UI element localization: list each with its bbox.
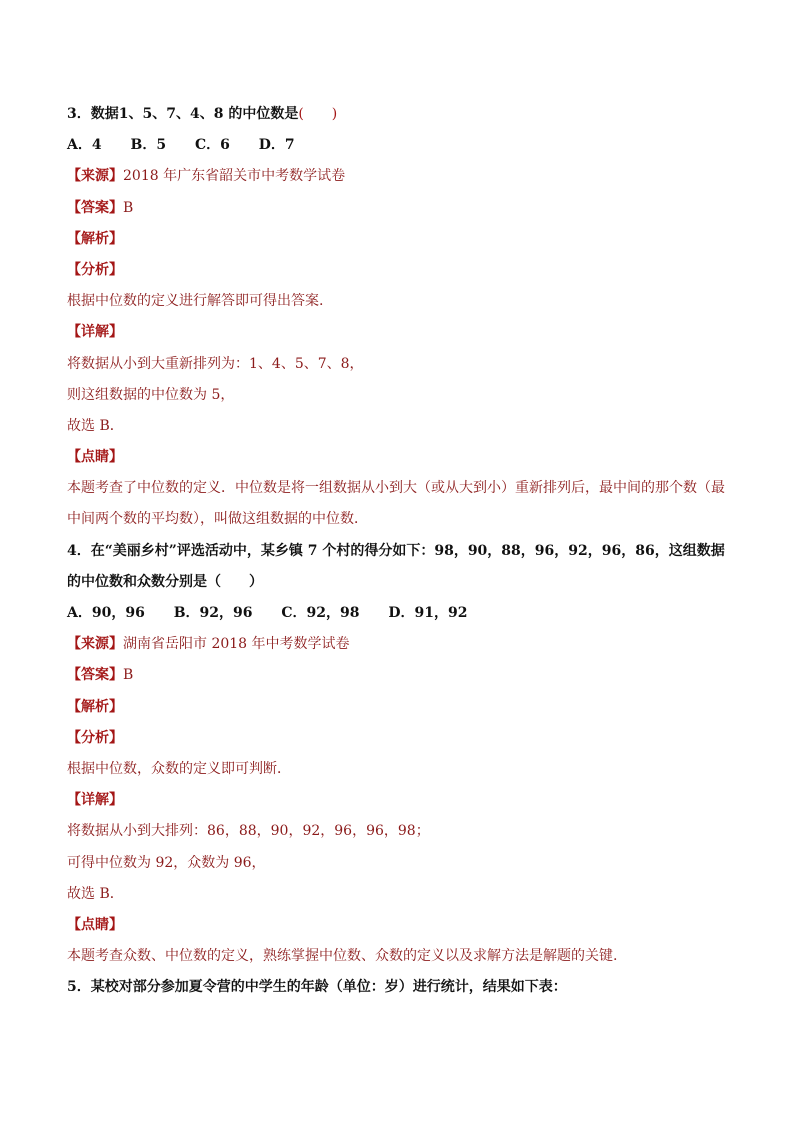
q3-fenxi-tag: 【分析】 [67, 261, 123, 278]
q4-stem: 4．在“美丽乡村”评选活动中，某乡镇 7 个村的得分如下：98，90，88，96，92，96，86，这组数据的中位数和众数分别是（ ） [67, 542, 725, 590]
q4-fenxi-tag: 【分析】 [67, 729, 123, 746]
q3-answer-tag: 【答案】 [67, 199, 123, 216]
q3-answer [67, 193, 737, 224]
q4-option-d: D．91，92 [388, 605, 468, 622]
q3-xiangjie-tag: 【详解】 [67, 324, 123, 341]
q3-paren: ( ) [298, 106, 338, 122]
q4-option-a: A．90，96 [67, 605, 145, 622]
q3-dianjing-tag: 【点睛】 [67, 449, 123, 466]
q3-source [67, 161, 737, 192]
q3-detail-2: 则这组数据的中位数为 5， [67, 386, 235, 403]
q4-fenxi [67, 723, 737, 754]
q3-analysis [67, 224, 737, 255]
q4-xiangjie [67, 785, 737, 816]
q4-source [67, 629, 737, 660]
q4-dianjing-tag: 【点睛】 [67, 916, 123, 933]
q3-source-tag: 【来源】 [67, 168, 123, 185]
q3-option-b: B．5 [130, 137, 167, 154]
q3-dianjing-text: 本题考查了中位数的定义．中位数是将一组数据从小到大（或从大到小）重新排列后，最中间的那个数（最中间两个数的平均数），叫做这组数据的中位数． [67, 480, 725, 528]
q4-xiangjie-tag: 【详解】 [67, 792, 123, 809]
q4-detail-1: 将数据从小到大排列：86，88，90，92，96，96，98； [67, 823, 430, 840]
q3-option-c: C．6 [194, 137, 230, 154]
q3-options [67, 130, 737, 161]
q4-answer [67, 660, 737, 691]
q3-detail-1: 将数据从小到大重新排列为：1、4、5、7、8， [67, 355, 364, 372]
q3-source-text: 2018 年广东省韶关市中考数学试卷 [123, 168, 346, 185]
q3-answer-text: B [123, 199, 134, 216]
q4-option-b: B．92，96 [173, 605, 253, 622]
q4-source-text: 湖南省岳阳市 2018 年中考数学试卷 [123, 636, 350, 653]
q4-answer-text: B [123, 667, 134, 684]
q3-detail-3: 故选 B． [67, 417, 124, 434]
q4-fenxi-text: 根据中位数，众数的定义即可判断． [67, 761, 291, 777]
q4-source-tag: 【来源】 [67, 636, 123, 653]
q4-answer-tag: 【答案】 [67, 667, 123, 684]
q4-detail-3: 故选 B． [67, 885, 124, 902]
q3-fenxi-text: 根据中位数的定义进行解答即可得出答案. [67, 293, 324, 310]
document-page [67, 99, 737, 1004]
q3-stem [67, 99, 737, 130]
q4-detail-2: 可得中位数为 92，众数为 96， [67, 854, 266, 871]
q4-dianjing-text: 本题考查众数、中位数的定义，熟练掌握中位数、众数的定义以及求解方法是解题的关键. [67, 948, 618, 965]
q3-option-d: D．7 [258, 137, 295, 154]
q3-dianjing [67, 442, 737, 473]
q3-xiangjie [67, 317, 737, 348]
q3-option-a: A．4 [67, 137, 102, 154]
q4-option-c: C．92，98 [281, 605, 360, 622]
q4-dianjing [67, 910, 737, 941]
q4-analysis [67, 692, 737, 723]
q4-analysis-tag: 【解析】 [67, 698, 123, 715]
q3-fenxi [67, 255, 737, 286]
q4-options [67, 598, 737, 629]
q5-stem: 5．某校对部分参加夏令营的中学生的年龄（单位：岁）进行统计，结果如下表： [67, 979, 567, 996]
q3-analysis-tag: 【解析】 [67, 230, 123, 247]
q3-stem-text: 3．数据1、5、7、4、8 的中位数是 [67, 106, 299, 122]
